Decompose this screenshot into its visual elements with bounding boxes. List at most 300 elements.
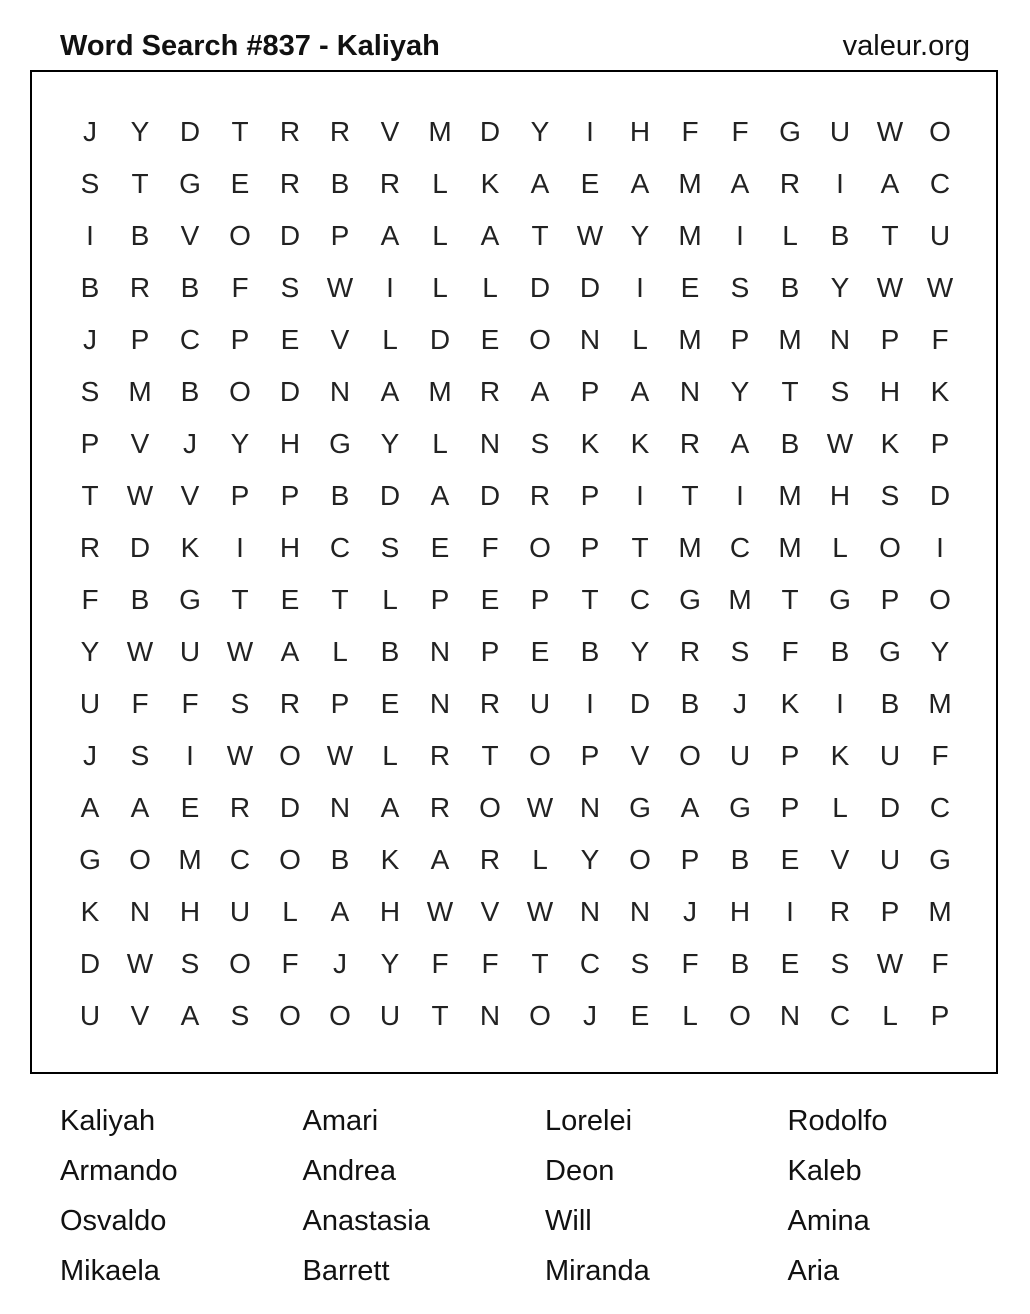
- grid-cell: A: [480, 220, 500, 251]
- grid-cell: S: [180, 948, 200, 979]
- grid-cell: B: [830, 220, 850, 251]
- grid-cell: B: [130, 220, 150, 251]
- grid-cell: B: [730, 844, 750, 875]
- grid-cell: I: [636, 272, 644, 303]
- grid-cell: T: [481, 740, 499, 771]
- grid-cell: G: [779, 116, 801, 147]
- grid-cell: M: [678, 220, 702, 251]
- grid-cell: U: [829, 116, 851, 147]
- word-list-item: Andrea: [302, 1155, 397, 1187]
- grid-cell: O: [529, 1000, 551, 1031]
- grid-cell: S: [730, 272, 750, 303]
- grid-cell: M: [928, 688, 952, 719]
- grid-cell: N: [479, 1000, 501, 1031]
- grid-cell: F: [181, 688, 199, 719]
- grid-cell: L: [682, 1000, 698, 1031]
- grid-cell: I: [186, 740, 194, 771]
- grid-cell: J: [183, 428, 197, 459]
- grid-cell: P: [880, 324, 900, 355]
- grid-cell: O: [229, 220, 251, 251]
- grid-cell: V: [330, 324, 350, 355]
- grid-cell: I: [236, 532, 244, 563]
- letter-grid: [65, 106, 965, 1042]
- grid-cell: P: [330, 688, 350, 719]
- grid-cell: K: [830, 740, 850, 771]
- grid-cell: D: [429, 324, 451, 355]
- grid-cell: U: [179, 636, 201, 667]
- grid-cell: B: [330, 844, 350, 875]
- grid-cell: B: [730, 948, 750, 979]
- grid-cell: U: [79, 1000, 101, 1031]
- grid-cell: S: [230, 1000, 250, 1031]
- grid-cell: P: [580, 480, 600, 511]
- grid-cell: N: [829, 324, 851, 355]
- grid-cell: A: [530, 168, 550, 199]
- grid-cell: W: [876, 116, 904, 147]
- grid-cell: N: [329, 376, 351, 407]
- grid-cell: A: [530, 376, 550, 407]
- grid-cell: P: [280, 480, 300, 511]
- grid-cell: Y: [530, 116, 550, 147]
- grid-cell: G: [829, 584, 851, 615]
- grid-cell: A: [380, 792, 400, 823]
- grid-cell: L: [432, 220, 448, 251]
- grid-cell: U: [929, 220, 951, 251]
- grid-cell: R: [479, 688, 501, 719]
- grid-cell: T: [431, 1000, 449, 1031]
- grid-cell: V: [630, 740, 650, 771]
- grid-cell: G: [79, 844, 101, 875]
- grid-cell: H: [729, 896, 751, 927]
- grid-cell: R: [779, 168, 801, 199]
- grid-cell: T: [781, 584, 799, 615]
- grid-cell: W: [326, 740, 354, 771]
- grid-cell: O: [279, 844, 301, 875]
- grid-cell: P: [930, 1000, 950, 1031]
- grid-cell: T: [681, 480, 699, 511]
- grid-cell: P: [330, 220, 350, 251]
- word-list-item: Amina: [787, 1205, 870, 1237]
- word-list-item: Will: [545, 1205, 592, 1237]
- grid-cell: A: [730, 168, 750, 199]
- grid-cell: T: [531, 220, 549, 251]
- grid-cell: S: [830, 376, 850, 407]
- grid-cell: O: [329, 1000, 351, 1031]
- grid-cell: A: [630, 168, 650, 199]
- grid-cell: N: [779, 1000, 801, 1031]
- grid-cell: V: [130, 428, 150, 459]
- grid-cell: R: [379, 168, 401, 199]
- grid-cell: W: [826, 428, 854, 459]
- puzzle-board: [30, 70, 998, 1074]
- grid-cell: I: [736, 220, 744, 251]
- grid-cell: F: [81, 584, 99, 615]
- grid-cell: F: [481, 532, 499, 563]
- grid-cell: L: [432, 168, 448, 199]
- grid-cell: L: [632, 324, 648, 355]
- grid-cell: B: [180, 376, 200, 407]
- grid-cell: K: [80, 896, 100, 927]
- grid-cell: U: [79, 688, 101, 719]
- grid-cell: N: [579, 324, 601, 355]
- grid-cell: K: [780, 688, 800, 719]
- grid-cell: P: [530, 584, 550, 615]
- grid-cell: E: [580, 168, 600, 199]
- grid-cell: Y: [930, 636, 950, 667]
- grid-cell: R: [829, 896, 851, 927]
- grid-cell: W: [126, 636, 154, 667]
- grid-cell: I: [586, 688, 594, 719]
- grid-cell: L: [432, 428, 448, 459]
- grid-cell: D: [579, 272, 601, 303]
- grid-cell: A: [130, 792, 150, 823]
- grid-cell: O: [529, 324, 551, 355]
- grid-cell: H: [829, 480, 851, 511]
- grid-cell: D: [929, 480, 951, 511]
- grid-cell: C: [629, 584, 651, 615]
- grid-cell: C: [929, 792, 951, 823]
- grid-cell: E: [530, 636, 550, 667]
- grid-cell: H: [179, 896, 201, 927]
- grid-cell: Y: [80, 636, 100, 667]
- word-list-item: Rodolfo: [787, 1105, 888, 1137]
- grid-cell: M: [778, 532, 802, 563]
- word-list-item: Kaleb: [787, 1155, 862, 1187]
- grid-cell: Y: [830, 272, 850, 303]
- grid-cell: P: [480, 636, 500, 667]
- grid-cell: I: [836, 168, 844, 199]
- grid-cell: T: [231, 116, 249, 147]
- word-list-item: Amari: [302, 1105, 379, 1137]
- grid-cell: A: [630, 376, 650, 407]
- grid-cell: T: [231, 584, 249, 615]
- grid-cell: G: [329, 428, 351, 459]
- grid-cell: D: [479, 116, 501, 147]
- grid-cell: U: [879, 740, 901, 771]
- grid-cell: B: [380, 636, 400, 667]
- grid-cell: C: [329, 532, 351, 563]
- grid-cell: B: [780, 428, 800, 459]
- grid-cell: O: [929, 584, 951, 615]
- grid-cell: G: [179, 584, 201, 615]
- grid-cell: C: [579, 948, 601, 979]
- grid-cell: Y: [630, 636, 650, 667]
- grid-cell: O: [629, 844, 651, 875]
- grid-cell: P: [730, 324, 750, 355]
- grid-cell: O: [729, 1000, 751, 1031]
- grid-cell: L: [432, 272, 448, 303]
- grid-cell: L: [282, 896, 298, 927]
- grid-cell: Y: [230, 428, 250, 459]
- grid-cell: L: [382, 584, 398, 615]
- grid-cell: Y: [380, 428, 400, 459]
- grid-cell: P: [930, 428, 950, 459]
- grid-cell: U: [379, 1000, 401, 1031]
- grid-cell: O: [229, 948, 251, 979]
- grid-cell: B: [130, 584, 150, 615]
- grid-cell: P: [580, 532, 600, 563]
- grid-cell: T: [881, 220, 899, 251]
- grid-cell: K: [380, 844, 400, 875]
- grid-cell: O: [129, 844, 151, 875]
- grid-cell: I: [936, 532, 944, 563]
- grid-cell: S: [730, 636, 750, 667]
- grid-cell: E: [230, 168, 250, 199]
- grid-cell: C: [179, 324, 201, 355]
- grid-cell: F: [931, 324, 949, 355]
- grid-cell: L: [882, 1000, 898, 1031]
- grid-cell: M: [428, 116, 452, 147]
- grid-cell: N: [329, 792, 351, 823]
- grid-cell: G: [879, 636, 901, 667]
- grid-cell: E: [630, 1000, 650, 1031]
- grid-cell: F: [681, 948, 699, 979]
- grid-cell: H: [279, 532, 301, 563]
- grid-cell: C: [229, 844, 251, 875]
- grid-cell: G: [629, 792, 651, 823]
- grid-cell: J: [683, 896, 697, 927]
- grid-cell: F: [681, 116, 699, 147]
- grid-cell: M: [778, 480, 802, 511]
- grid-cell: P: [230, 480, 250, 511]
- grid-cell: D: [279, 220, 301, 251]
- grid-cell: G: [729, 792, 751, 823]
- grid-cell: R: [429, 740, 451, 771]
- grid-cell: S: [280, 272, 300, 303]
- grid-cell: M: [128, 376, 152, 407]
- grid-cell: R: [79, 532, 101, 563]
- grid-cell: S: [630, 948, 650, 979]
- grid-cell: A: [330, 896, 350, 927]
- grid-cell: M: [428, 376, 452, 407]
- grid-cell: F: [931, 948, 949, 979]
- grid-cell: W: [876, 948, 904, 979]
- grid-cell: J: [83, 324, 97, 355]
- grid-cell: B: [780, 272, 800, 303]
- word-list-item: Barrett: [302, 1255, 390, 1287]
- grid-cell: P: [680, 844, 700, 875]
- grid-cell: E: [180, 792, 200, 823]
- grid-cell: M: [778, 324, 802, 355]
- grid-cell: H: [379, 896, 401, 927]
- grid-cell: F: [431, 948, 449, 979]
- grid-cell: W: [226, 740, 254, 771]
- grid-cell: A: [430, 480, 450, 511]
- grid-cell: L: [382, 324, 398, 355]
- grid-cell: C: [729, 532, 751, 563]
- grid-cell: U: [229, 896, 251, 927]
- grid-cell: P: [780, 792, 800, 823]
- grid-cell: N: [429, 688, 451, 719]
- grid-cell: T: [531, 948, 549, 979]
- grid-cell: D: [79, 948, 101, 979]
- grid-cell: W: [526, 792, 554, 823]
- grid-cell: P: [130, 324, 150, 355]
- grid-cell: B: [830, 636, 850, 667]
- grid-cell: W: [126, 480, 154, 511]
- grid-cell: N: [579, 896, 601, 927]
- grid-cell: S: [880, 480, 900, 511]
- grid-cell: O: [279, 740, 301, 771]
- word-list: [60, 1096, 1020, 1296]
- grid-cell: H: [879, 376, 901, 407]
- grid-cell: I: [86, 220, 94, 251]
- grid-cell: S: [380, 532, 400, 563]
- grid-cell: R: [479, 376, 501, 407]
- grid-cell: D: [279, 792, 301, 823]
- grid-cell: L: [382, 740, 398, 771]
- grid-cell: F: [131, 688, 149, 719]
- grid-cell: R: [679, 428, 701, 459]
- grid-cell: N: [129, 896, 151, 927]
- grid-cell: A: [380, 376, 400, 407]
- grid-cell: T: [81, 480, 99, 511]
- grid-cell: V: [480, 896, 500, 927]
- grid-cell: B: [330, 168, 350, 199]
- grid-cell: W: [426, 896, 454, 927]
- grid-cell: P: [880, 584, 900, 615]
- grid-cell: S: [230, 688, 250, 719]
- grid-cell: K: [630, 428, 650, 459]
- grid-cell: A: [430, 844, 450, 875]
- grid-cell: V: [130, 1000, 150, 1031]
- grid-cell: R: [129, 272, 151, 303]
- grid-cell: O: [529, 532, 551, 563]
- grid-cell: K: [880, 428, 900, 459]
- grid-cell: L: [782, 220, 798, 251]
- grid-cell: A: [80, 792, 100, 823]
- grid-cell: W: [576, 220, 604, 251]
- grid-cell: E: [480, 584, 500, 615]
- grid-cell: J: [583, 1000, 597, 1031]
- grid-cell: B: [330, 480, 350, 511]
- grid-cell: P: [230, 324, 250, 355]
- grid-cell: T: [781, 376, 799, 407]
- grid-cell: I: [836, 688, 844, 719]
- grid-cell: J: [83, 740, 97, 771]
- grid-cell: J: [333, 948, 347, 979]
- grid-cell: T: [131, 168, 149, 199]
- grid-cell: K: [480, 168, 500, 199]
- grid-cell: D: [879, 792, 901, 823]
- grid-cell: T: [631, 532, 649, 563]
- grid-cell: N: [679, 376, 701, 407]
- grid-cell: E: [280, 324, 300, 355]
- grid-cell: E: [380, 688, 400, 719]
- grid-cell: R: [329, 116, 351, 147]
- grid-cell: K: [930, 376, 950, 407]
- grid-cell: S: [80, 376, 100, 407]
- grid-cell: B: [580, 636, 600, 667]
- grid-cell: N: [479, 428, 501, 459]
- grid-cell: C: [929, 168, 951, 199]
- grid-cell: R: [229, 792, 251, 823]
- word-list-item: Lorelei: [545, 1105, 633, 1137]
- grid-cell: I: [786, 896, 794, 927]
- grid-cell: E: [680, 272, 700, 303]
- grid-cell: B: [180, 272, 200, 303]
- grid-cell: F: [931, 740, 949, 771]
- grid-cell: I: [736, 480, 744, 511]
- grid-cell: F: [731, 116, 749, 147]
- grid-cell: W: [526, 896, 554, 927]
- grid-cell: F: [231, 272, 249, 303]
- word-list-item: Osvaldo: [60, 1205, 167, 1237]
- grid-cell: G: [179, 168, 201, 199]
- grid-cell: D: [379, 480, 401, 511]
- grid-cell: B: [880, 688, 900, 719]
- grid-cell: M: [678, 324, 702, 355]
- grid-cell: U: [729, 740, 751, 771]
- grid-cell: V: [180, 220, 200, 251]
- grid-cell: V: [180, 480, 200, 511]
- grid-cell: M: [728, 584, 752, 615]
- grid-cell: W: [926, 272, 954, 303]
- grid-cell: B: [80, 272, 100, 303]
- grid-cell: O: [479, 792, 501, 823]
- grid-cell: Y: [380, 948, 400, 979]
- grid-cell: D: [179, 116, 201, 147]
- grid-cell: R: [479, 844, 501, 875]
- grid-cell: R: [429, 792, 451, 823]
- grid-cell: N: [429, 636, 451, 667]
- grid-cell: P: [580, 740, 600, 771]
- grid-cell: A: [180, 1000, 200, 1031]
- grid-cell: P: [80, 428, 100, 459]
- grid-cell: I: [636, 480, 644, 511]
- grid-cell: K: [180, 532, 200, 563]
- grid-cell: A: [680, 792, 700, 823]
- grid-cell: J: [83, 116, 97, 147]
- grid-cell: Y: [730, 376, 750, 407]
- grid-cell: D: [479, 480, 501, 511]
- grid-cell: O: [929, 116, 951, 147]
- grid-cell: Y: [580, 844, 600, 875]
- grid-cell: H: [629, 116, 651, 147]
- grid-cell: T: [331, 584, 349, 615]
- grid-cell: T: [581, 584, 599, 615]
- word-list-item: Kaliyah: [60, 1105, 156, 1137]
- word-list-item: Anastasia: [302, 1205, 430, 1237]
- grid-cell: O: [679, 740, 701, 771]
- grid-cell: H: [279, 428, 301, 459]
- grid-cell: R: [279, 116, 301, 147]
- grid-cell: L: [482, 272, 498, 303]
- grid-cell: F: [481, 948, 499, 979]
- grid-cell: K: [580, 428, 600, 459]
- grid-cell: Y: [130, 116, 150, 147]
- grid-cell: S: [530, 428, 550, 459]
- grid-cell: L: [832, 792, 848, 823]
- grid-cell: D: [529, 272, 551, 303]
- grid-cell: O: [879, 532, 901, 563]
- grid-cell: Y: [630, 220, 650, 251]
- grid-cell: M: [678, 532, 702, 563]
- grid-cell: E: [430, 532, 450, 563]
- grid-cell: I: [586, 116, 594, 147]
- grid-cell: G: [929, 844, 951, 875]
- grid-cell: D: [129, 532, 151, 563]
- grid-cell: P: [580, 376, 600, 407]
- grid-cell: O: [529, 740, 551, 771]
- grid-cell: F: [781, 636, 799, 667]
- word-list-item: Mikaela: [60, 1255, 160, 1287]
- grid-cell: P: [780, 740, 800, 771]
- grid-cell: B: [680, 688, 700, 719]
- grid-cell: V: [830, 844, 850, 875]
- grid-cell: M: [928, 896, 952, 927]
- grid-cell: E: [780, 948, 800, 979]
